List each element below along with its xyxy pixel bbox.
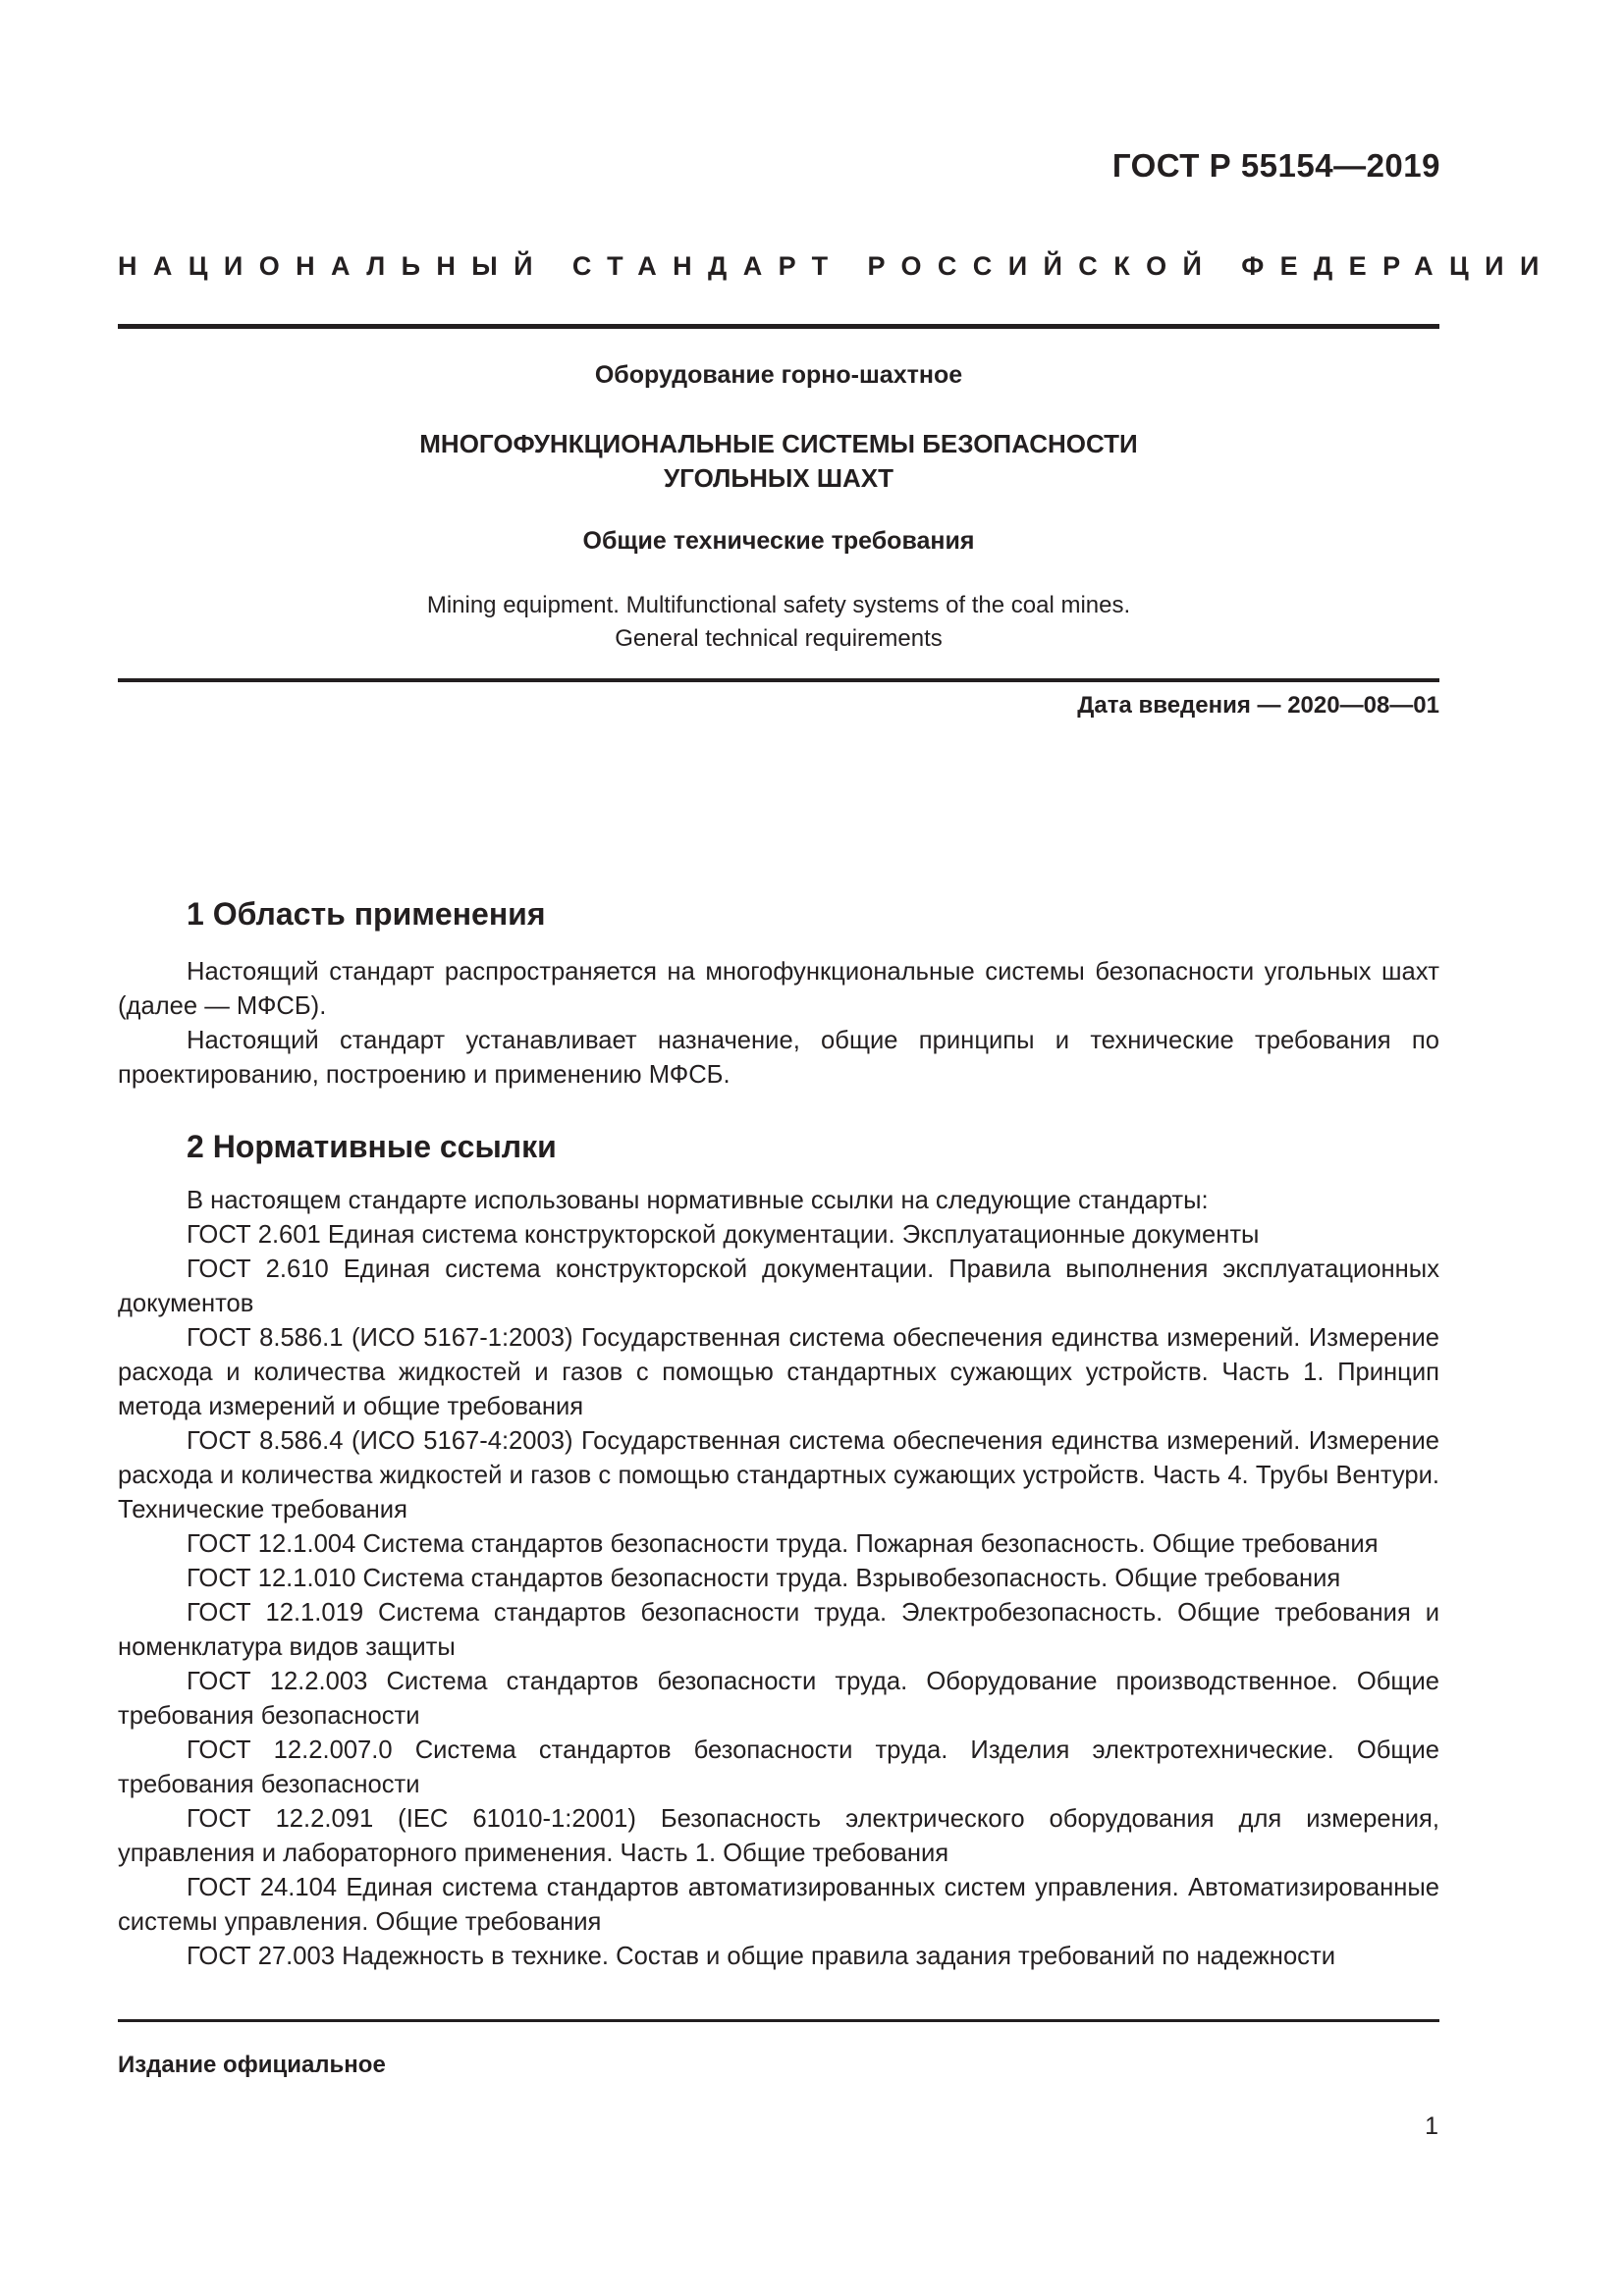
reference-item: ГОСТ 12.1.010 Система стандартов безопасности труда. Взрывобезопасность. Общие требования	[187, 1565, 1341, 1592]
equipment-title: Оборудование горно-шахтное	[594, 361, 963, 389]
reference-item: ГОСТ 2.601 Единая система конструкторской документации. Эксплуатационные документы	[187, 1221, 1260, 1249]
header-divider	[118, 324, 1439, 329]
official-edition-label: Издание официальное	[118, 2052, 386, 2078]
section-heading-references: 2 Нормативные ссылки	[187, 1129, 557, 1164]
document-number: ГОСТ Р 55154—2019	[1111, 147, 1440, 184]
reference-item: ГОСТ 8.586.1 (ИСО 5167-1:2003) Государственная система обеспечения единства измерений. Измерение расхода и количества жидкостей и газов с помощью стандартных сужающих устройств. Часть 1. Принцип метода измерений и общие требования	[118, 1324, 1439, 1420]
reference-item: ГОСТ 12.2.007.0 Система стандартов безопасности труда. Изделия электротехнические. Общие требования безопасности	[118, 1736, 1439, 1798]
section-heading-scope: 1 Область применения	[187, 896, 546, 932]
national-standard-banner: НАЦИОНАЛЬНЫЙ СТАНДАРТ РОССИЙСКОЙ ФЕДЕРАЦИИ	[118, 251, 1555, 281]
reference-item: ГОСТ 12.1.004 Система стандартов безопасности труда. Пожарная безопасность. Общие требования	[187, 1530, 1379, 1558]
reference-item: ГОСТ 12.2.003 Система стандартов безопасности труда. Оборудование производственное. Общие требования безопасности	[118, 1668, 1439, 1730]
paragraph: Настоящий стандарт распространяется на многофункциональные системы безопасности угольных шахт (далее — МФСБ).	[118, 958, 1439, 1020]
reference-item: ГОСТ 8.586.4 (ИСО 5167-4:2003) Государственная система обеспечения единства измерений. Измерение расхода и количества жидкостей и газов с помощью стандартных сужающих устройств. Часть 4. Трубы Вентури. Технические требования	[118, 1427, 1439, 1523]
reference-item: ГОСТ 12.1.019 Система стандартов безопасности труда. Электробезопасность. Общие требования и номенклатура видов защиты	[118, 1599, 1439, 1661]
main-title-line-1: МНОГОФУНКЦИОНАЛЬНЫЕ СИСТЕМЫ БЕЗОПАСНОСТИ	[419, 429, 1138, 458]
introduction-date: Дата введения — 2020—08—01	[1077, 692, 1439, 719]
english-title-line-1: Mining equipment. Multifunctional safety systems of the coal mines.	[426, 592, 1131, 618]
main-title-line-2: УГОЛЬНЫХ ШАХТ	[664, 463, 893, 493]
english-title-line-2: General technical requirements	[615, 625, 943, 652]
english-title	[118, 589, 1439, 656]
paragraph: Настоящий стандарт устанавливает назначение, общие принципы и технические требования по проектированию, построению и применению МФСБ.	[118, 1027, 1439, 1089]
main-title	[118, 427, 1439, 496]
section-body-scope	[118, 955, 1439, 1093]
footer-divider	[118, 2019, 1439, 2022]
reference-item: ГОСТ 2.610 Единая система конструкторской документации. Правила выполнения эксплуатационных документов	[118, 1255, 1439, 1317]
reference-item: ГОСТ 12.2.091 (IEC 61010-1:2001) Безопасность электрического оборудования для измерения, управления и лабораторного применения. Часть 1. Общие требования	[118, 1805, 1439, 1867]
section-body-references	[118, 1184, 1439, 1974]
title-divider	[118, 678, 1439, 682]
paragraph: В настоящем стандарте использованы нормативные ссылки на следующие стандарты:	[187, 1187, 1209, 1214]
reference-item: ГОСТ 27.003 Надежность в технике. Состав и общие правила задания требований по надежности	[187, 1943, 1335, 1970]
subtitle: Общие технические требования	[582, 527, 975, 555]
page-number: 1	[1425, 2112, 1438, 2140]
reference-item: ГОСТ 24.104 Единая система стандартов автоматизированных систем управления. Автоматизированные системы управления. Общие требования	[118, 1874, 1439, 1936]
